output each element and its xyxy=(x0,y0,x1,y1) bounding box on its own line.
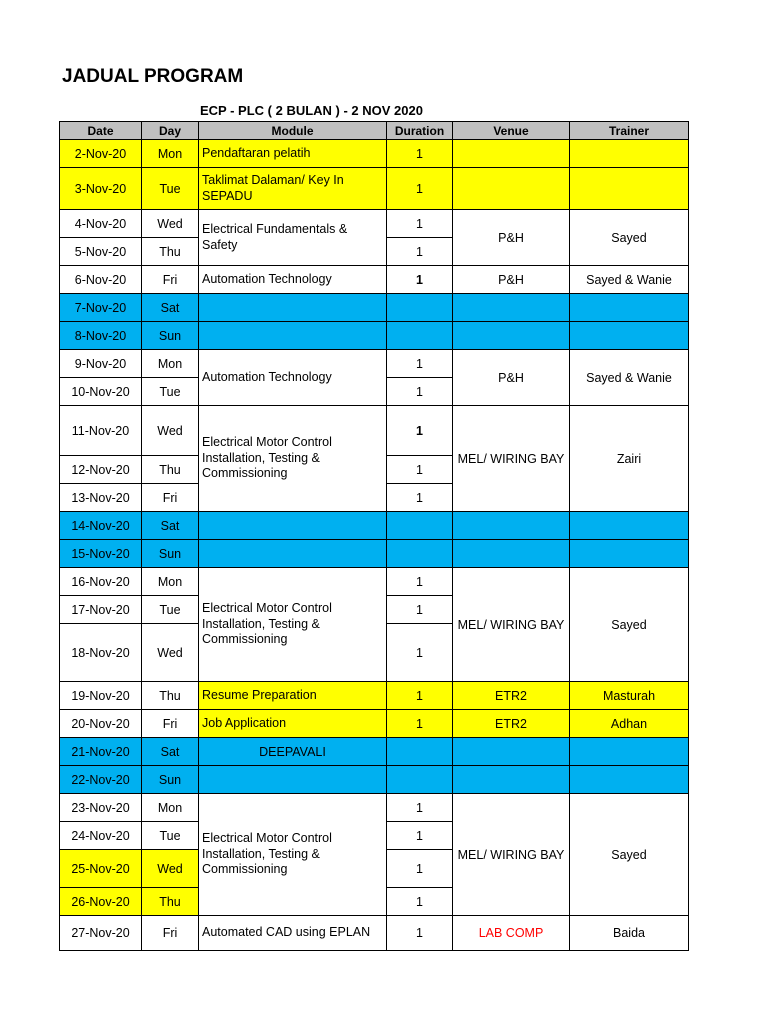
venue-cell xyxy=(453,766,570,794)
duration-cell xyxy=(387,322,453,350)
date-cell: 20-Nov-20 xyxy=(60,710,142,738)
day-cell: Thu xyxy=(142,888,199,916)
date-cell: 7-Nov-20 xyxy=(60,294,142,322)
trainer-cell: Sayed xyxy=(570,568,689,682)
date-cell: 12-Nov-20 xyxy=(60,456,142,484)
day-cell: Sat xyxy=(142,738,199,766)
table-header-row xyxy=(60,122,689,140)
trainer-cell: Sayed & Wanie xyxy=(570,266,689,294)
date-cell: 15-Nov-20 xyxy=(60,540,142,568)
day-cell: Sun xyxy=(142,766,199,794)
table-row xyxy=(60,406,689,456)
module-cell: Automation Technology xyxy=(199,266,387,294)
date-cell: 9-Nov-20 xyxy=(60,350,142,378)
module-cell: Pendaftaran pelatih xyxy=(199,140,387,168)
schedule-table xyxy=(59,121,689,951)
venue-cell xyxy=(453,322,570,350)
date-cell: 21-Nov-20 xyxy=(60,738,142,766)
venue-cell: LAB COMP xyxy=(453,916,570,951)
venue-cell: MEL/ WIRING BAY xyxy=(453,406,570,512)
day-cell: Mon xyxy=(142,350,199,378)
day-cell: Sat xyxy=(142,294,199,322)
day-cell: Thu xyxy=(142,238,199,266)
duration-cell: 1 xyxy=(387,210,453,238)
day-cell: Thu xyxy=(142,456,199,484)
duration-cell: 1 xyxy=(387,568,453,596)
duration-cell xyxy=(387,766,453,794)
date-cell: 26-Nov-20 xyxy=(60,888,142,916)
day-cell: Tue xyxy=(142,596,199,624)
date-cell: 5-Nov-20 xyxy=(60,238,142,266)
day-cell: Mon xyxy=(142,140,199,168)
page-title: JADUAL PROGRAM xyxy=(62,66,244,87)
venue-cell xyxy=(453,512,570,540)
venue-cell xyxy=(453,168,570,210)
date-cell: 11-Nov-20 xyxy=(60,406,142,456)
day-cell: Tue xyxy=(142,378,199,406)
venue-cell: ETR2 xyxy=(453,682,570,710)
day-cell: Wed xyxy=(142,406,199,456)
module-cell xyxy=(199,766,387,794)
trainer-cell xyxy=(570,738,689,766)
module-cell: Automation Technology xyxy=(199,350,387,406)
day-cell: Thu xyxy=(142,682,199,710)
table-row xyxy=(60,682,689,710)
table-row xyxy=(60,738,689,766)
table-row xyxy=(60,294,689,322)
venue-cell: MEL/ WIRING BAY xyxy=(453,568,570,682)
program-subtitle: ECP - PLC ( 2 BULAN ) - 2 NOV 2020 xyxy=(200,103,423,118)
day-cell: Mon xyxy=(142,568,199,596)
table-row xyxy=(60,568,689,596)
duration-cell: 1 xyxy=(387,266,453,294)
date-cell: 14-Nov-20 xyxy=(60,512,142,540)
trainer-cell xyxy=(570,766,689,794)
trainer-cell: Sayed xyxy=(570,210,689,266)
trainer-cell xyxy=(570,322,689,350)
day-cell: Fri xyxy=(142,710,199,738)
module-cell: Taklimat Dalaman/ Key In SEPADU xyxy=(199,168,387,210)
date-cell: 24-Nov-20 xyxy=(60,822,142,850)
trainer-cell xyxy=(570,294,689,322)
table-row xyxy=(60,766,689,794)
table-row xyxy=(60,210,689,238)
duration-cell: 1 xyxy=(387,456,453,484)
table-row xyxy=(60,140,689,168)
day-cell: Sun xyxy=(142,540,199,568)
venue-cell xyxy=(453,140,570,168)
day-cell: Wed xyxy=(142,850,199,888)
venue-cell: P&H xyxy=(453,210,570,266)
day-cell: Wed xyxy=(142,624,199,682)
trainer-cell xyxy=(570,540,689,568)
module-cell xyxy=(199,322,387,350)
date-cell: 23-Nov-20 xyxy=(60,794,142,822)
day-cell: Sat xyxy=(142,512,199,540)
duration-cell xyxy=(387,540,453,568)
trainer-cell xyxy=(570,140,689,168)
duration-cell xyxy=(387,512,453,540)
venue-cell: P&H xyxy=(453,350,570,406)
table-row xyxy=(60,322,689,350)
table-row xyxy=(60,168,689,210)
trainer-cell: Sayed xyxy=(570,794,689,916)
duration-cell: 1 xyxy=(387,484,453,512)
duration-cell: 1 xyxy=(387,378,453,406)
duration-cell: 1 xyxy=(387,596,453,624)
module-cell: Automated CAD using EPLAN xyxy=(199,916,387,951)
module-cell: DEEPAVALI xyxy=(199,738,387,766)
duration-cell: 1 xyxy=(387,710,453,738)
date-cell: 22-Nov-20 xyxy=(60,766,142,794)
duration-cell: 1 xyxy=(387,624,453,682)
duration-cell: 1 xyxy=(387,406,453,456)
day-cell: Tue xyxy=(142,168,199,210)
table-row xyxy=(60,794,689,822)
day-cell: Wed xyxy=(142,210,199,238)
date-cell: 8-Nov-20 xyxy=(60,322,142,350)
date-cell: 6-Nov-20 xyxy=(60,266,142,294)
table-row xyxy=(60,540,689,568)
date-cell: 4-Nov-20 xyxy=(60,210,142,238)
date-cell: 18-Nov-20 xyxy=(60,624,142,682)
date-cell: 19-Nov-20 xyxy=(60,682,142,710)
header-venue: Venue xyxy=(453,122,570,140)
duration-cell: 1 xyxy=(387,682,453,710)
trainer-cell: Masturah xyxy=(570,682,689,710)
date-cell: 13-Nov-20 xyxy=(60,484,142,512)
header-date: Date xyxy=(60,122,142,140)
trainer-cell xyxy=(570,168,689,210)
venue-cell xyxy=(453,540,570,568)
trainer-cell: Zairi xyxy=(570,406,689,512)
duration-cell: 1 xyxy=(387,350,453,378)
trainer-cell: Adhan xyxy=(570,710,689,738)
duration-cell xyxy=(387,738,453,766)
module-cell: Electrical Motor Control Installation, Testing & Commissioning xyxy=(199,406,387,512)
header-day: Day xyxy=(142,122,199,140)
module-cell: Electrical Motor Control Installation, Testing & Commissioning xyxy=(199,794,387,916)
trainer-cell: Baida xyxy=(570,916,689,951)
date-cell: 25-Nov-20 xyxy=(60,850,142,888)
module-cell: Electrical Fundamentals & Safety xyxy=(199,210,387,266)
table-row xyxy=(60,512,689,540)
module-cell xyxy=(199,512,387,540)
venue-cell xyxy=(453,738,570,766)
table-row xyxy=(60,350,689,378)
duration-cell: 1 xyxy=(387,168,453,210)
module-cell xyxy=(199,540,387,568)
module-cell: Electrical Motor Control Installation, Testing & Commissioning xyxy=(199,568,387,682)
venue-cell: P&H xyxy=(453,266,570,294)
date-cell: 3-Nov-20 xyxy=(60,168,142,210)
date-cell: 16-Nov-20 xyxy=(60,568,142,596)
module-cell: Resume Preparation xyxy=(199,682,387,710)
day-cell: Fri xyxy=(142,266,199,294)
day-cell: Fri xyxy=(142,484,199,512)
trainer-cell: Sayed & Wanie xyxy=(570,350,689,406)
duration-cell xyxy=(387,294,453,322)
trainer-cell xyxy=(570,512,689,540)
day-cell: Mon xyxy=(142,794,199,822)
day-cell: Fri xyxy=(142,916,199,951)
header-trainer: Trainer xyxy=(570,122,689,140)
day-cell: Tue xyxy=(142,822,199,850)
duration-cell: 1 xyxy=(387,916,453,951)
duration-cell: 1 xyxy=(387,140,453,168)
table-row xyxy=(60,710,689,738)
date-cell: 27-Nov-20 xyxy=(60,916,142,951)
venue-cell: ETR2 xyxy=(453,710,570,738)
venue-cell xyxy=(453,294,570,322)
module-cell xyxy=(199,294,387,322)
venue-cell: MEL/ WIRING BAY xyxy=(453,794,570,916)
date-cell: 10-Nov-20 xyxy=(60,378,142,406)
header-duration: Duration xyxy=(387,122,453,140)
table-row xyxy=(60,916,689,951)
header-module: Module xyxy=(199,122,387,140)
duration-cell: 1 xyxy=(387,238,453,266)
day-cell: Sun xyxy=(142,322,199,350)
duration-cell: 1 xyxy=(387,888,453,916)
duration-cell: 1 xyxy=(387,850,453,888)
date-cell: 17-Nov-20 xyxy=(60,596,142,624)
module-cell: Job Application xyxy=(199,710,387,738)
table-row xyxy=(60,266,689,294)
duration-cell: 1 xyxy=(387,822,453,850)
duration-cell: 1 xyxy=(387,794,453,822)
date-cell: 2-Nov-20 xyxy=(60,140,142,168)
